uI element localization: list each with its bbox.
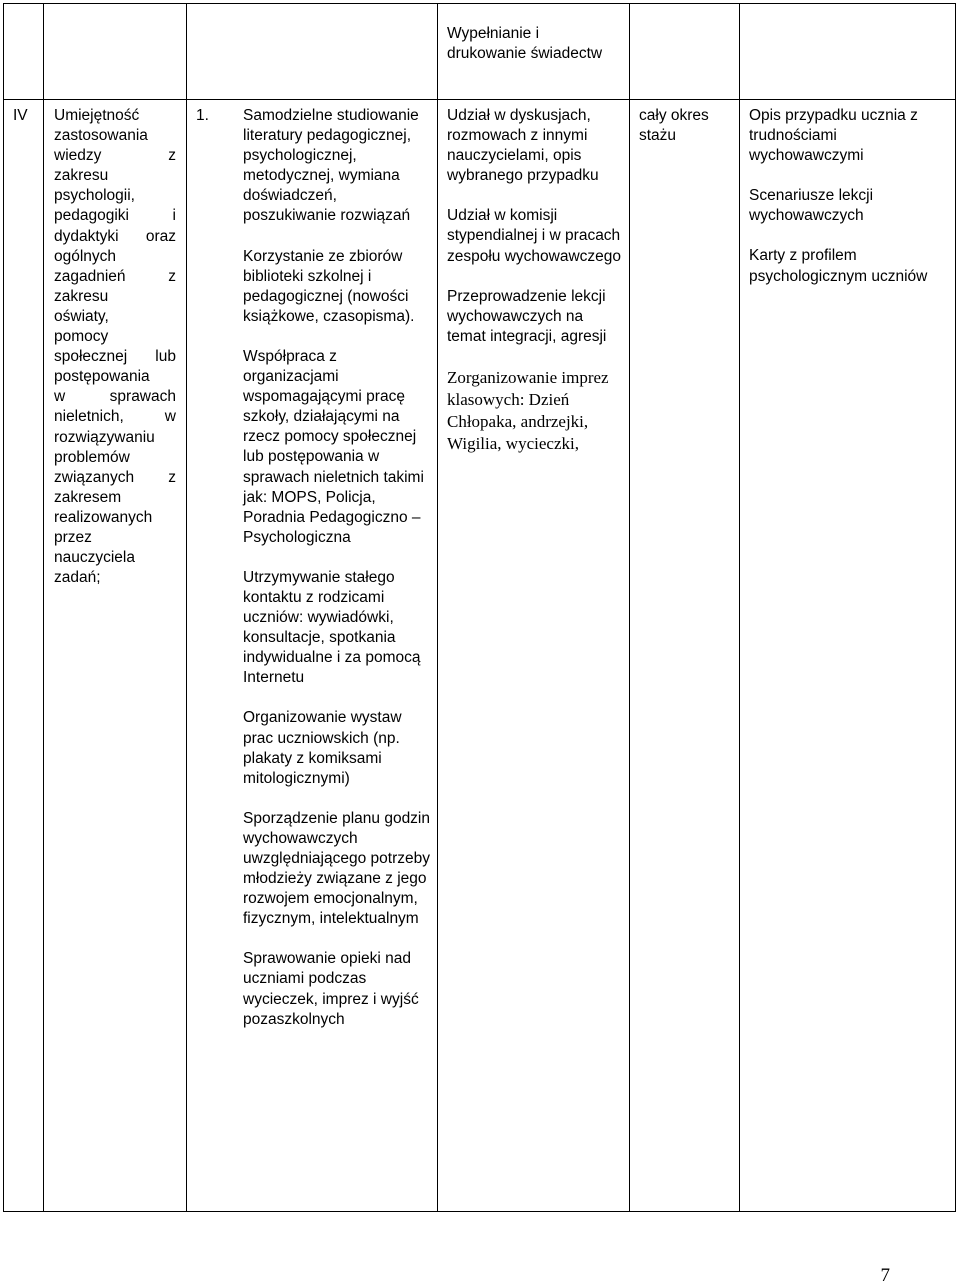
skill-line: w sprawach (54, 388, 176, 406)
skill-line: społecznej lub (54, 348, 176, 366)
skill-line: problemów (54, 448, 130, 466)
skill-line: zadań; (54, 569, 101, 587)
skill-line: oświaty, (54, 307, 109, 325)
table-border-left (3, 3, 4, 1212)
task-item: Sporządzenie planu godzin wychowawczych uwzględniającego potrzeby młodzieży związane z jego rozwojem emocjonalnym, fizycznym, intelektualnym (243, 809, 430, 928)
page-number: 7 (880, 1265, 890, 1286)
form-item: Przeprowadzenie lekcji wychowawczych na temat integracji, agresji (447, 287, 607, 345)
task-item: Organizowanie wystaw prac uczniowskich (np. plakaty z komiksami mitologicznymi) (243, 709, 402, 787)
task-item: Współpraca z organizacjami wspomagającymi pracę szkoły, działającymi na rzecz pomocy społecznej lub postępowania w sprawach nieletnich takimi jak: MOPS, Policja, Poradnia Pedagogiczno – Psychologiczna (243, 347, 424, 546)
top-row-activity-text: Wypełnianie i drukowanie świadectw (447, 25, 603, 63)
task-item: Samodzielne studiowanie literatury pedagogicznej, psychologicznej, metodycznej, wymiana doświadczeń, poszukiwanie rozwiązań (243, 107, 419, 225)
skill-line: związanych z (54, 468, 176, 486)
evidence-item: Opis przypadku ucznia z trudnościami wychowawczymi (749, 107, 918, 165)
task-item: Korzystanie ze zbiorów biblioteki szkolnej i pedagogicznej (nowości książkowe, czasopisma). (243, 247, 415, 325)
skill-line: nauczyciela (54, 549, 135, 567)
skill-line: zastosowania (54, 127, 148, 145)
skill-line: zakresu (54, 167, 109, 185)
table-col-divider-1 (43, 3, 44, 1212)
tasks-cell (243, 106, 433, 1050)
skill-line: zagadnień z (54, 267, 176, 285)
skill-line: nieletnich, w (54, 408, 176, 426)
skill-line: przez (54, 528, 92, 546)
evidence-item: Karty z profilem psychologicznym uczniów (749, 247, 928, 285)
skill-line: rozwiązywaniu (54, 428, 155, 446)
skill-line: psychologii, (54, 187, 135, 205)
form-item: Udział w komisji stypendialnej i w pracach zespołu wychowawczego (447, 207, 622, 265)
skill-line: realizowanych (54, 508, 153, 526)
table-col-divider-2 (186, 3, 187, 1212)
term-text: cały okres stażu (639, 107, 709, 145)
form-item-serif: Zorganizowanie imprez klasowych: Dzień Chłopaka, andrzejki, Wigilia, wycieczki, (447, 367, 609, 453)
task-list-number (196, 106, 209, 126)
evidence-cell (749, 106, 952, 307)
task-item: Sprawowanie opieki nad uczniami podczas wycieczek, imprez i wyjść pozaszkolnych (243, 950, 419, 1028)
table-border-right (955, 3, 956, 1212)
task-number-label: 1. (196, 107, 209, 124)
table-col-divider-5 (739, 3, 740, 1212)
table-border-bottom (3, 1211, 956, 1212)
row-number-cell (13, 106, 28, 126)
top-row-activity-cell (447, 24, 607, 64)
skill-description-cell (54, 106, 176, 588)
skill-line: dydaktyki oraz (54, 227, 176, 245)
table-col-divider-4 (629, 3, 630, 1212)
term-cell (639, 106, 734, 146)
table-border-top (3, 3, 956, 4)
skill-line: pomocy (54, 328, 109, 346)
skill-line: zakresem (54, 488, 122, 506)
skill-line: wiedzy z (54, 147, 176, 165)
evidence-item: Scenariusze lekcji wychowawczych (749, 187, 874, 225)
table-row-divider (3, 99, 956, 100)
skill-line: ogólnych (54, 247, 117, 265)
form-item: Udział w dyskusjach, rozmowach z innymi nauczycielami, opis wybranego przypadku (447, 107, 599, 185)
skill-line: postępowania (54, 368, 150, 386)
skill-line: pedagogiki i (54, 207, 176, 225)
task-item: Utrzymywanie stałego kontaktu z rodzicami uczniów: wywiadówki, konsultacje, spotkania indywidualne i za pomocą Internetu (243, 568, 421, 687)
skill-line: Umiejętność (54, 107, 140, 124)
forms-cell (447, 106, 625, 475)
table-col-divider-3 (437, 3, 438, 1212)
skill-line: zakresu (54, 287, 109, 305)
row-number: IV (13, 107, 28, 124)
